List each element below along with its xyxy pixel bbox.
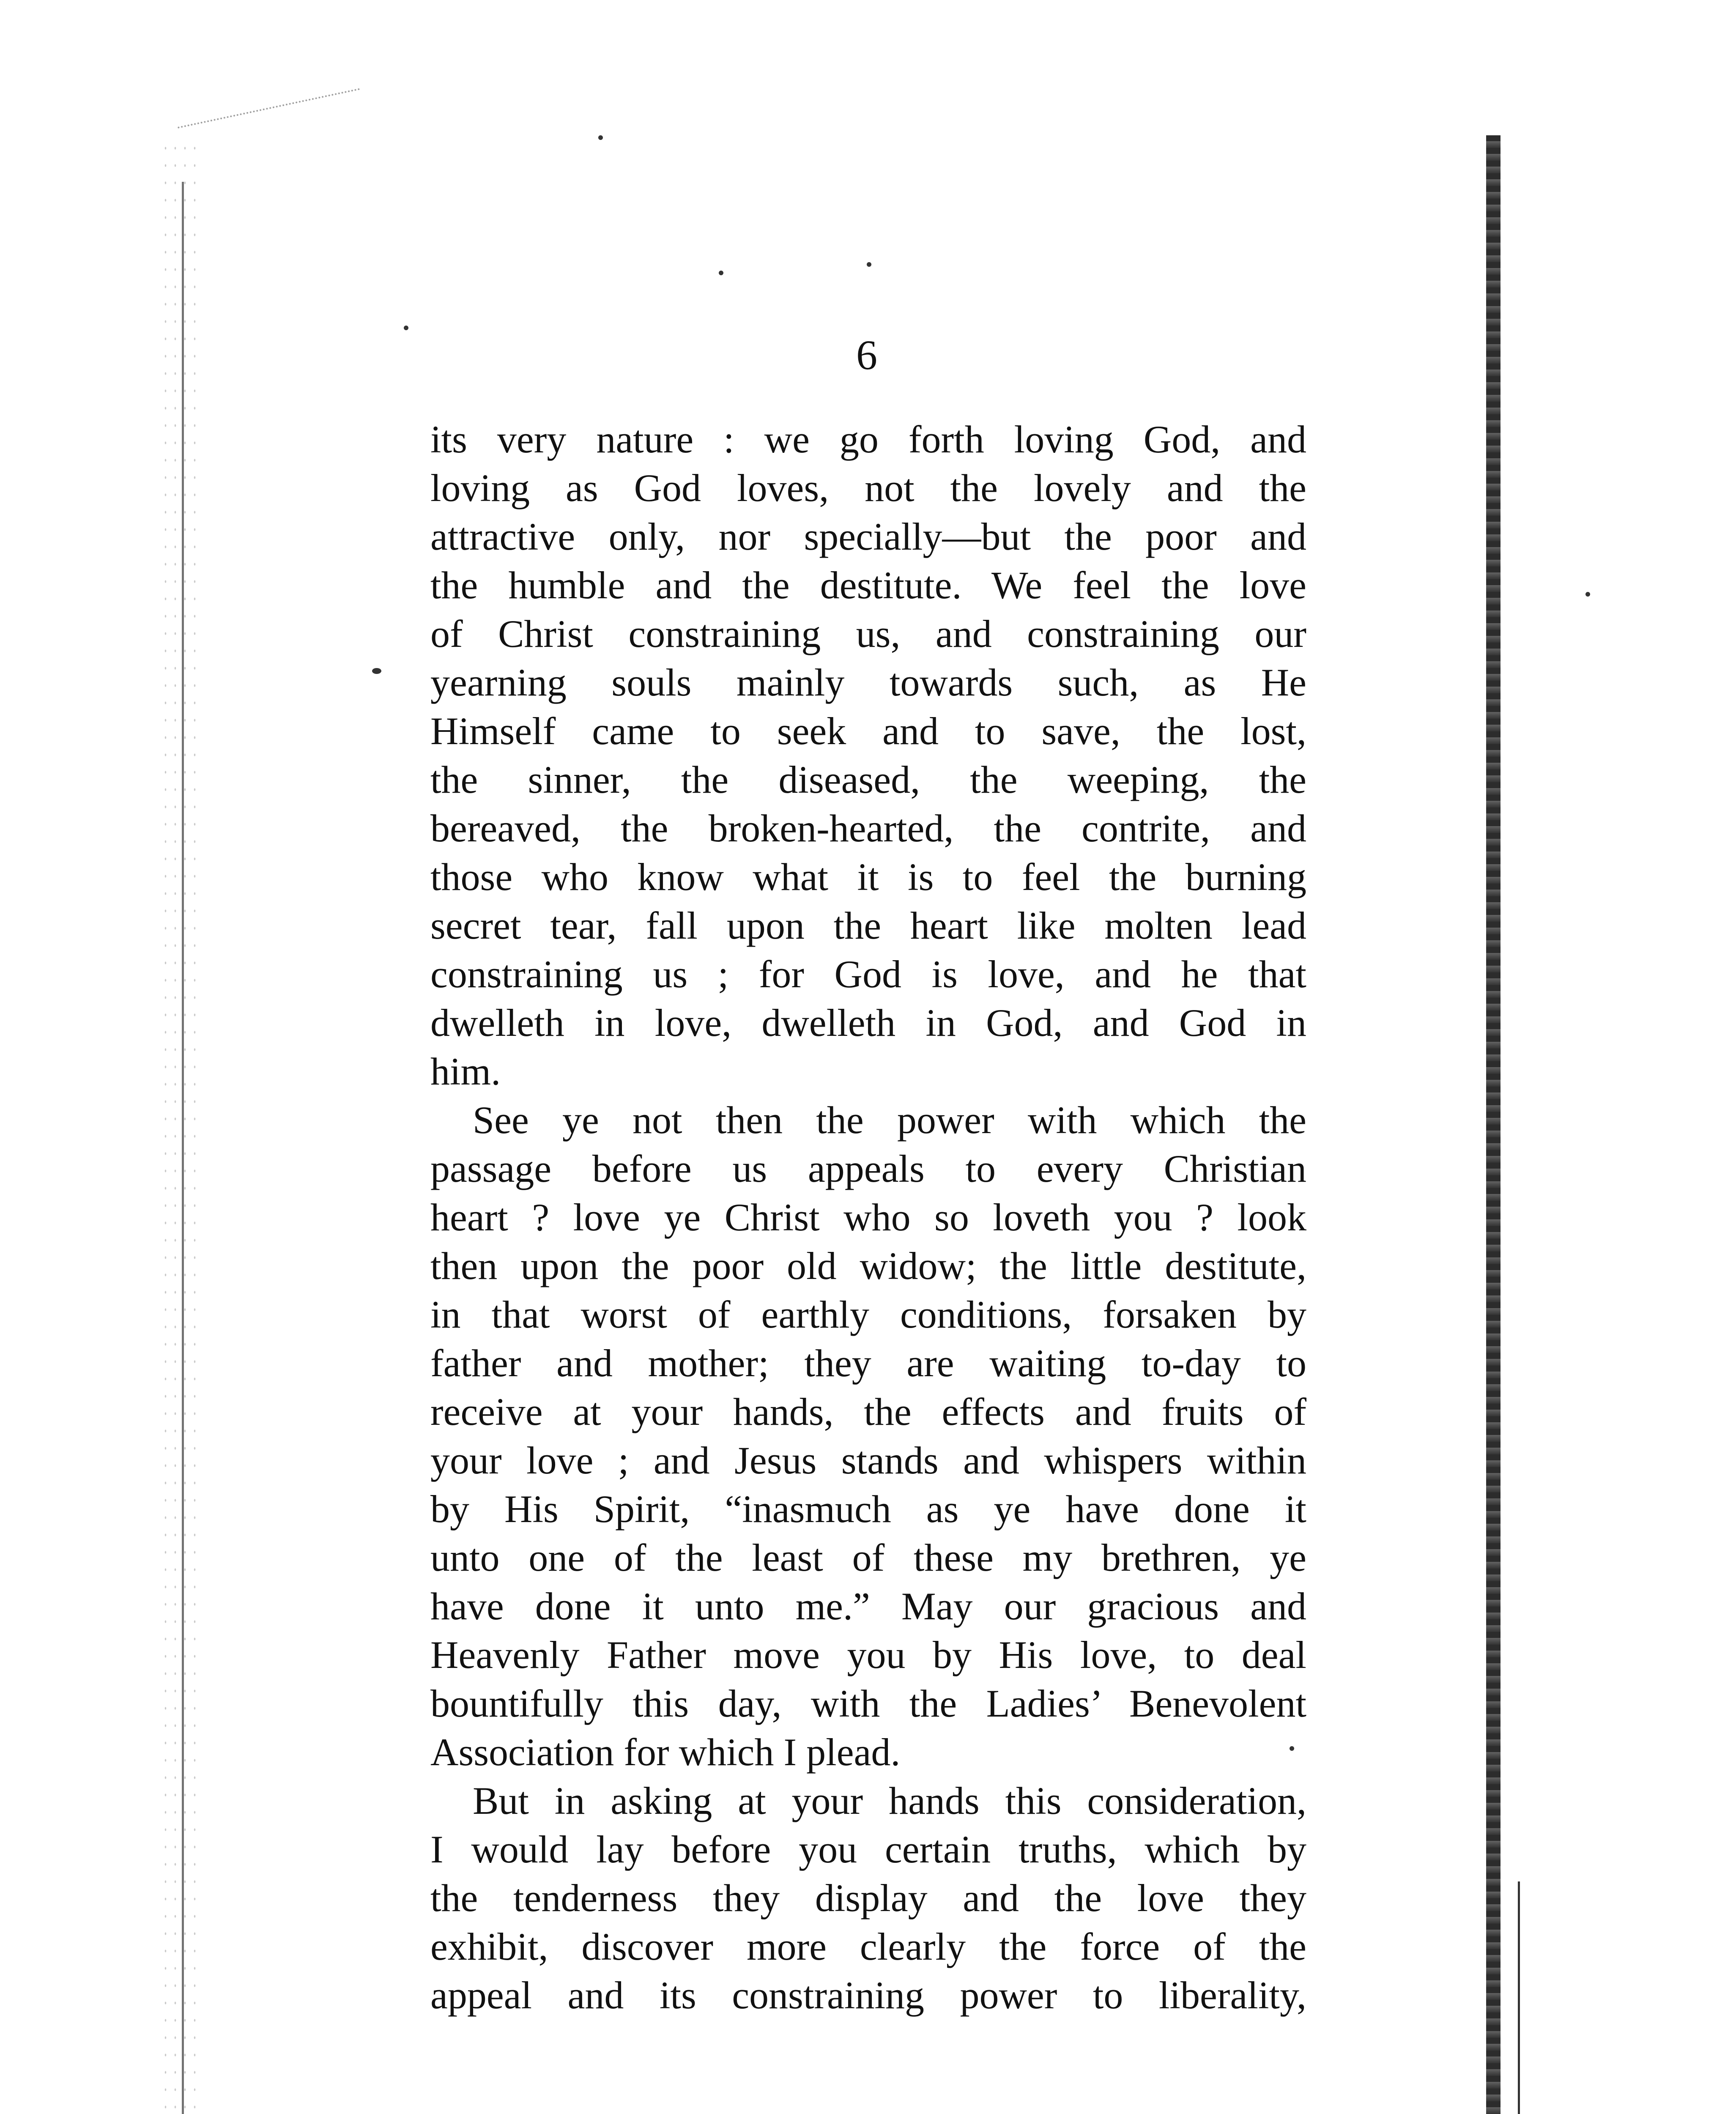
- text-line: yearning souls mainly towards such, as He: [430, 661, 1306, 704]
- text-line: I would lay before you certain truths, which by: [430, 1828, 1306, 1871]
- text-line: dwelleth in love, dwelleth in God, and God in: [430, 1001, 1306, 1044]
- text-line: have done it unto me.” May our gracious and: [430, 1585, 1306, 1628]
- scan-speck: [867, 262, 871, 267]
- text-line: by His Spirit, “inasmuch as ye have done it: [430, 1487, 1306, 1531]
- scan-speck: [719, 271, 723, 275]
- paragraph-end-line: him.: [430, 1050, 501, 1093]
- text-line: its very nature : we go forth loving God, and: [430, 418, 1306, 461]
- scan-speck: [1585, 592, 1590, 597]
- text-line: Himself came to seek and to save, the lost,: [430, 709, 1306, 753]
- text-line: Heavenly Father move you by His love, to deal: [430, 1633, 1306, 1676]
- text-line: secret tear, fall upon the heart like molten lead: [430, 904, 1306, 947]
- text-line: appeal and its constraining power to liberality,: [430, 1974, 1306, 2017]
- text-line: passage before us appeals to every Christian: [430, 1147, 1306, 1190]
- text-line: the humble and the destitute. We feel the love: [430, 564, 1306, 607]
- text-line: in that worst of earthly conditions, forsaken by: [430, 1293, 1306, 1336]
- text-line: then upon the poor old widow; the little destitute,: [430, 1244, 1306, 1287]
- scan-speck: [404, 326, 408, 330]
- text-line: attractive only, nor specially—but the poor and: [430, 515, 1306, 558]
- paragraph-first-line: But in asking at your hands this consideration,: [473, 1779, 1306, 1822]
- top-page-edge: [178, 88, 369, 170]
- text-line: bountifully this day, with the Ladies’ Benevolent: [430, 1682, 1306, 1725]
- right-book-spine-edge: [1486, 135, 1501, 2114]
- text-line: bereaved, the broken-hearted, the contrite, and: [430, 807, 1306, 850]
- text-line: exhibit, discover more clearly the force of the: [430, 1925, 1306, 1968]
- paragraph-end-line: Association for which I plead.: [430, 1731, 901, 1774]
- paragraph-first-line: See ye not then the power with which the: [473, 1098, 1306, 1142]
- text-line: constraining us ; for God is love, and he that: [430, 953, 1306, 996]
- text-line: receive at your hands, the effects and fruits of: [430, 1390, 1306, 1433]
- text-line: heart ? love ye Christ who so loveth you ? look: [430, 1196, 1306, 1239]
- text-line: the sinner, the diseased, the weeping, the: [430, 758, 1306, 801]
- left-page-edge: [182, 182, 184, 2114]
- scan-speck: [598, 135, 603, 140]
- text-line: loving as God loves, not the lovely and the: [430, 466, 1306, 509]
- text-line: the tenderness they display and the love they: [430, 1876, 1306, 1920]
- text-line: those who know what it is to feel the burning: [430, 855, 1306, 898]
- text-line: father and mother; they are waiting to-day to: [430, 1342, 1306, 1385]
- text-line: unto one of the least of these my brethren, ye: [430, 1536, 1306, 1579]
- body-text: [430, 415, 1306, 2020]
- text-line: of Christ constraining us, and constraining our: [430, 612, 1306, 655]
- page-number: 6: [856, 331, 877, 378]
- left-page-edge-speckle: [161, 140, 199, 2114]
- text-line: your love ; and Jesus stands and whispers within: [430, 1439, 1306, 1482]
- right-inner-edge: [1518, 1881, 1520, 2114]
- scan-speck: [372, 668, 381, 674]
